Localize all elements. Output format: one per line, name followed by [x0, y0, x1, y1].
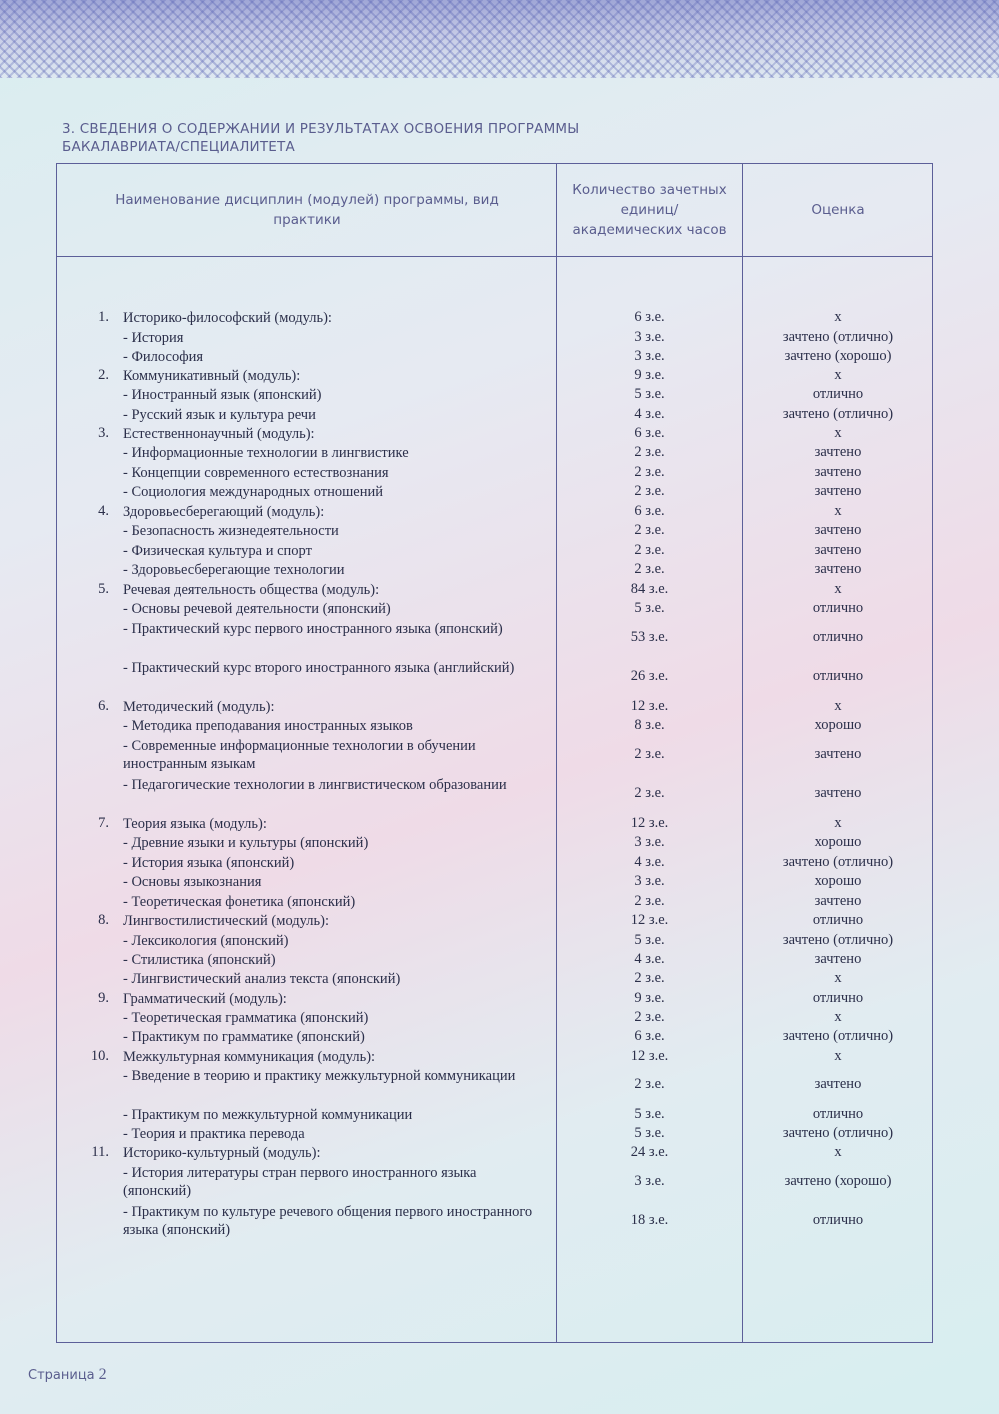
- header-grade: Оценка: [811, 202, 865, 218]
- row-name: - Теоретическая грамматика (японский): [123, 1010, 369, 1026]
- page-footer: [28, 1366, 107, 1384]
- row-grade: х: [834, 503, 842, 519]
- row-number: 4.: [98, 503, 109, 519]
- row-units: 12 з.е.: [630, 1048, 669, 1064]
- row-units: 12 з.е.: [630, 912, 669, 928]
- row-grade: зачтено: [814, 746, 862, 762]
- row-name: - История языка (японский): [123, 855, 295, 871]
- row-number: 1.: [98, 309, 109, 325]
- row-name: - Введение в теорию и практику межкультурной коммуникации: [123, 1068, 516, 1084]
- page-label: Страница: [28, 1368, 95, 1383]
- row-grade: зачтено: [814, 483, 862, 499]
- row-name: - Основы языкознания: [123, 874, 262, 890]
- row-units: 24 з.е.: [630, 1144, 669, 1160]
- row-number: 7.: [98, 815, 109, 831]
- row-units: 3 з.е.: [634, 834, 665, 850]
- row-name: - Педагогические технологии в лингвистическом образовании: [123, 777, 507, 793]
- row-units: 18 з.е.: [630, 1212, 669, 1228]
- row-units: 4 з.е.: [634, 854, 665, 870]
- row-units: 2 з.е.: [634, 893, 665, 909]
- row-units: 12 з.е.: [630, 815, 669, 831]
- row-units: 2 з.е.: [634, 746, 665, 762]
- row-units: 2 з.е.: [634, 444, 665, 460]
- row-name: Историко-философский (модуль):: [123, 310, 332, 326]
- row-name: - Социология международных отношений: [123, 484, 384, 500]
- row-units: 2 з.е.: [634, 970, 665, 986]
- row-grade: зачтено: [814, 1076, 862, 1092]
- row-name: - Информационные технологии в лингвистике: [123, 445, 409, 461]
- row-units: 53 з.е.: [630, 629, 669, 645]
- page-number: 2: [98, 1366, 107, 1383]
- row-name: Историко-культурный (модуль):: [123, 1145, 321, 1161]
- row-units: 3 з.е.: [634, 873, 665, 889]
- row-units: 12 з.е.: [630, 698, 669, 714]
- row-units: 3 з.е.: [634, 329, 665, 345]
- row-name: - Физическая культура и спорт: [123, 543, 312, 559]
- header-name: Наименование дисциплин (модулей) программы, вид практики: [115, 192, 499, 228]
- row-units: 2 з.е.: [634, 483, 665, 499]
- row-number: 3.: [98, 425, 109, 441]
- row-units: 6 з.е.: [634, 309, 665, 325]
- row-units: 2 з.е.: [634, 542, 665, 558]
- row-grade: отлично: [812, 1212, 864, 1228]
- row-name: Речевая деятельность общества (модуль):: [123, 582, 380, 598]
- row-grade: зачтено: [814, 464, 862, 480]
- row-name: Здоровьесберегающий (модуль):: [123, 504, 325, 520]
- row-grade: отлично: [812, 912, 864, 928]
- row-grade: х: [834, 970, 842, 986]
- row-units: 26 з.е.: [630, 668, 669, 684]
- row-grade: зачтено (хорошо): [784, 1173, 892, 1189]
- row-units: 5 з.е.: [634, 932, 665, 948]
- row-name: Лингвостилистический (модуль):: [123, 913, 329, 929]
- header-divider: [57, 256, 932, 257]
- row-grade: зачтено (отлично): [782, 329, 894, 345]
- row-name: - Древние языки и культуры (японский): [123, 835, 369, 851]
- row-grade: отлично: [812, 990, 864, 1006]
- row-grade: отлично: [812, 629, 864, 645]
- row-units: 6 з.е.: [634, 1028, 665, 1044]
- row-number: 6.: [98, 698, 109, 714]
- row-name: - Лексикология (японский): [123, 933, 289, 949]
- row-number: 2.: [98, 367, 109, 383]
- row-units: 3 з.е.: [634, 348, 665, 364]
- row-grade: хорошо: [814, 717, 862, 733]
- row-grade: х: [834, 1048, 842, 1064]
- row-name: - Иностранный язык (японский): [123, 387, 322, 403]
- row-units: 5 з.е.: [634, 1125, 665, 1141]
- row-grade: х: [834, 1144, 842, 1160]
- row-grade: зачтено: [814, 951, 862, 967]
- row-name: - Русский язык и культура речи: [123, 407, 316, 423]
- row-grade: зачтено (хорошо): [784, 348, 892, 364]
- row-name: - Теория и практика перевода: [123, 1126, 305, 1142]
- row-name: - Здоровьесберегающие технологии: [123, 562, 345, 578]
- row-name: - Практический курс второго иностранного языка (английский): [123, 660, 515, 676]
- row-name: Межкультурная коммуникация (модуль):: [123, 1049, 376, 1065]
- row-name: - Теоретическая фонетика (японский): [123, 894, 356, 910]
- row-name: Коммуникативный (модуль):: [123, 368, 301, 384]
- row-name: - Лингвистический анализ текста (японский): [123, 971, 401, 987]
- row-name: - История: [123, 330, 184, 346]
- row-grade: зачтено: [814, 561, 862, 577]
- row-units: 2 з.е.: [634, 464, 665, 480]
- row-grade: х: [834, 309, 842, 325]
- row-name: Методический (модуль):: [123, 699, 275, 715]
- row-name: Естественнонаучный (модуль):: [123, 426, 315, 442]
- row-grade: зачтено (отлично): [782, 1028, 894, 1044]
- row-units: 3 з.е.: [634, 1173, 665, 1189]
- header-units: Количество зачетных единиц/ академических часов: [572, 182, 727, 238]
- row-grade: х: [834, 367, 842, 383]
- row-name: - Основы речевой деятельности (японский): [123, 601, 391, 617]
- row-number: 8.: [98, 912, 109, 928]
- row-number: 11.: [91, 1144, 109, 1160]
- row-grade: отлично: [812, 1106, 864, 1122]
- row-units: 9 з.е.: [634, 367, 665, 383]
- row-units: 84 з.е.: [630, 581, 669, 597]
- row-name: - Практический курс первого иностранного языка (японский): [123, 621, 503, 637]
- row-grade: х: [834, 1009, 842, 1025]
- row-units: 4 з.е.: [634, 951, 665, 967]
- row-name: - Методика преподавания иностранных языков: [123, 718, 413, 734]
- row-units: 2 з.е.: [634, 522, 665, 538]
- row-units: 2 з.е.: [634, 1009, 665, 1025]
- row-name: - Безопасность жизнедеятельности: [123, 523, 339, 539]
- row-grade: х: [834, 815, 842, 831]
- row-grade: х: [834, 425, 842, 441]
- row-name: - Практикум по культуре речевого общения первого иностранного языка (японский): [123, 1204, 533, 1238]
- row-name: - Концепции современного естествознания: [123, 465, 389, 481]
- row-grade: зачтено: [814, 522, 862, 538]
- row-name: - Стилистика (японский): [123, 952, 276, 968]
- row-units: 6 з.е.: [634, 425, 665, 441]
- results-table: [56, 163, 933, 1343]
- row-name: Теория языка (модуль):: [123, 816, 267, 832]
- row-grade: отлично: [812, 668, 864, 684]
- row-grade: хорошо: [814, 873, 862, 889]
- row-grade: зачтено: [814, 542, 862, 558]
- row-name: - История литературы стран первого иностранного языка (японский): [123, 1165, 477, 1199]
- row-number: 9.: [98, 990, 109, 1006]
- row-number: 5.: [98, 581, 109, 597]
- security-pattern-band: [0, 0, 999, 78]
- row-grade: зачтено (отлично): [782, 854, 894, 870]
- row-grade: зачтено (отлично): [782, 1125, 894, 1141]
- row-units: 4 з.е.: [634, 406, 665, 422]
- row-name: - Философия: [123, 349, 204, 365]
- row-units: 6 з.е.: [634, 503, 665, 519]
- row-name: Грамматический (модуль):: [123, 991, 287, 1007]
- row-name: - Современные информационные технологии в обучении иностранным языкам: [123, 738, 476, 772]
- row-units: 5 з.е.: [634, 386, 665, 402]
- row-grade: х: [834, 698, 842, 714]
- row-name: - Практикум по межкультурной коммуникации: [123, 1107, 413, 1123]
- row-units: 5 з.е.: [634, 600, 665, 616]
- row-grade: х: [834, 581, 842, 597]
- row-grade: отлично: [812, 386, 864, 402]
- row-units: 2 з.е.: [634, 785, 665, 801]
- row-name: - Практикум по грамматике (японский): [123, 1029, 365, 1045]
- section-title: 3. СВЕДЕНИЯ О СОДЕРЖАНИИ И РЕЗУЛЬТАТАХ ОСВОЕНИЯ ПРОГРАММЫ БАКАЛАВРИАТА/СПЕЦИАЛИТЕТА: [62, 121, 580, 155]
- row-number: 10.: [90, 1048, 109, 1064]
- row-grade: зачтено: [814, 893, 862, 909]
- row-grade: зачтено (отлично): [782, 932, 894, 948]
- row-units: 5 з.е.: [634, 1106, 665, 1122]
- row-grade: зачтено (отлично): [782, 406, 894, 422]
- row-units: 2 з.е.: [634, 561, 665, 577]
- row-units: 2 з.е.: [634, 1076, 665, 1092]
- row-grade: отлично: [812, 600, 864, 616]
- row-units: 8 з.е.: [634, 717, 665, 733]
- row-units: 9 з.е.: [634, 990, 665, 1006]
- row-grade: зачтено: [814, 444, 862, 460]
- row-grade: хорошо: [814, 834, 862, 850]
- row-grade: зачтено: [814, 785, 862, 801]
